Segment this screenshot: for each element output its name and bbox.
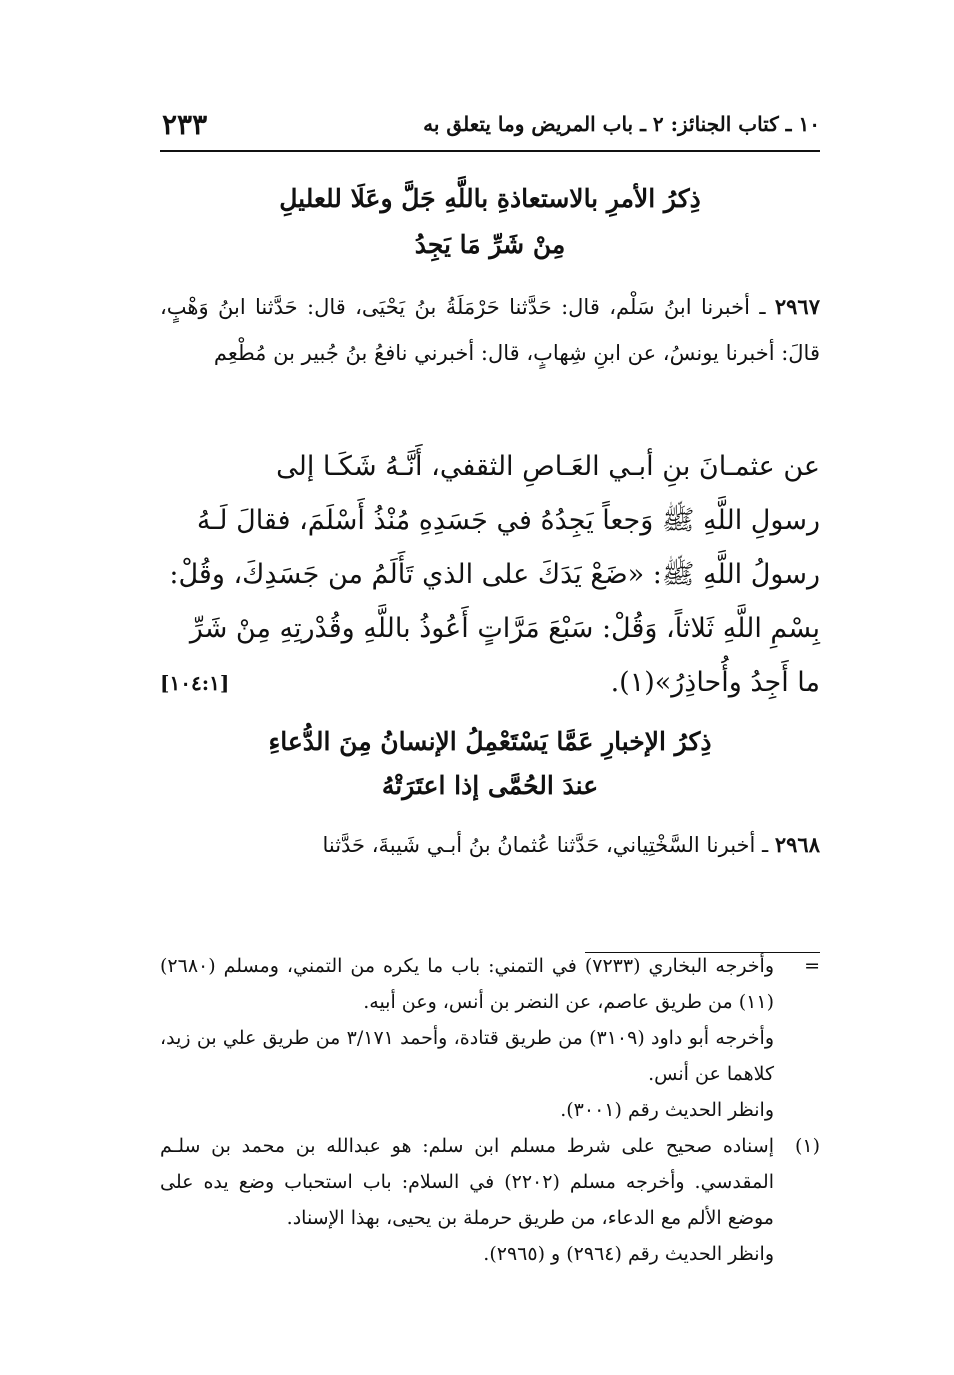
hadith-number: ٢٩٦٨ — [774, 832, 820, 857]
footnote-paragraph: وانظر الحديث رقم (٢٩٦٤) و (٢٩٦٥). — [483, 1243, 774, 1265]
matn-last-line — [160, 656, 820, 710]
continuation-mark: = — [804, 955, 820, 977]
footnotes — [160, 948, 820, 1272]
footnote-marker: (١) — [794, 1135, 820, 1157]
footnote-paragraph: وأخرجه البخاري (٧٢٣٣) في التمني: باب ما يكره من التمني، ومسلم (٢٦٨٠) (١١) من طريق عاصم، عن النضر بن أنس، وعن أبيه. — [160, 955, 775, 1013]
footnote-paragraph: إسناده صحيح على شرط مسلم ابن سلم: هو عبدالله بن محمد بن سلـم المقدسي. وأخرجه مسلم (٢٢٠٢) في السلام: باب استحباب وضع يده على موضع الألم مع الدعاء، من طريق حرملة بن يحيى، بهذا الإسناد. — [160, 1135, 774, 1229]
hadith-isnad-2968 — [160, 822, 820, 868]
header-divider — [160, 150, 820, 152]
heading-line: ذِكرُ الأمرِ بالاستعاذةِ باللَّهِ جَلَّ وعَلَا للعليلِ — [279, 184, 701, 213]
heading-line: ذِكرُ الإخبارِ عَمَّا يَسْتَعْمِلُ الإنسانُ مِنَ الدُّعاءِ — [268, 727, 712, 756]
page-number: ٢٣٣ — [162, 108, 208, 141]
matn-line: رسولُ اللَّهِ ﷺ: «ضَعْ يَدَكَ على الذي تَأَلَمُ من جَسَدِكَ، وقُلْ: — [169, 559, 820, 590]
heading-line: مِنْ شَرِّ مَا يَجِدُ — [414, 230, 566, 259]
heading-line: عندَ الحُمَّى إذا اعتَرَتْهُ — [381, 771, 599, 800]
section-heading-1 — [160, 176, 820, 268]
section-heading-2 — [160, 720, 820, 808]
source-reference: [١٠٤:١] — [160, 671, 230, 695]
isnad-text: ـ أخبرنا السَّخْتِياني، حَدَّثنا عُثمانُ بنُ أبـي شَيبةَ، حَدَّثنا — [322, 833, 769, 857]
isnad-text: ـ أخبرنا ابنُ سَلْم، قال: حَدَّثنا حَرْمَلَةُ بنُ يَحْيَى، قال: حَدَّثنا ابنُ وَهْبٍ، قالَ: أخبرنا يونسُ، عن ابنِ شِهابٍ، قال: أخبرني نافعُ بنُ جُبير بن مُطْعِم — [160, 295, 820, 365]
footnote-continuation — [160, 948, 820, 1128]
running-header — [160, 108, 820, 148]
hadith-number: ٢٩٦٧ — [774, 294, 820, 319]
matn-line: رسولِ اللَّهِ ﷺ وَجعاً يَجِدُهُ في جَسَدِهِ مُنْذُ أَسْلَمَ، فقالَ لَـهُ — [196, 505, 820, 536]
hadith-matn-2967 — [160, 440, 820, 710]
footnote-1 — [160, 1128, 820, 1272]
chapter-title: ١٠ ـ كتاب الجنائز: ٢ ـ باب المريض وما يتعلق به — [423, 112, 820, 136]
footnote-paragraph: وانظر الحديث رقم (٣٠٠١). — [560, 1099, 774, 1121]
matn-line: بِسْمِ اللَّهِ ثَلاثاً، وَقُلْ: سَبْعَ مَرَّاتٍ أَعُوذُ باللَّهِ وقُدْرتِهِ مِنْ شَرِّ — [189, 613, 820, 644]
matn-line: ما أَجِدُ وأُحاذِرُ»(١). — [610, 667, 820, 698]
footnote-paragraph: وأخرجه أبو داود (٣١٠٩) من طريق قتادة، وأحمد ٣/١٧١ من طريق علي بن زيد، كلاهما عن أنس. — [160, 1027, 774, 1085]
matn-line: عن عثمـانَ بنِ أبـي العَـاصِ الثقفي، أَنَّـهُ شَكَـا إلى — [276, 451, 820, 482]
hadith-isnad-2967 — [160, 284, 820, 376]
